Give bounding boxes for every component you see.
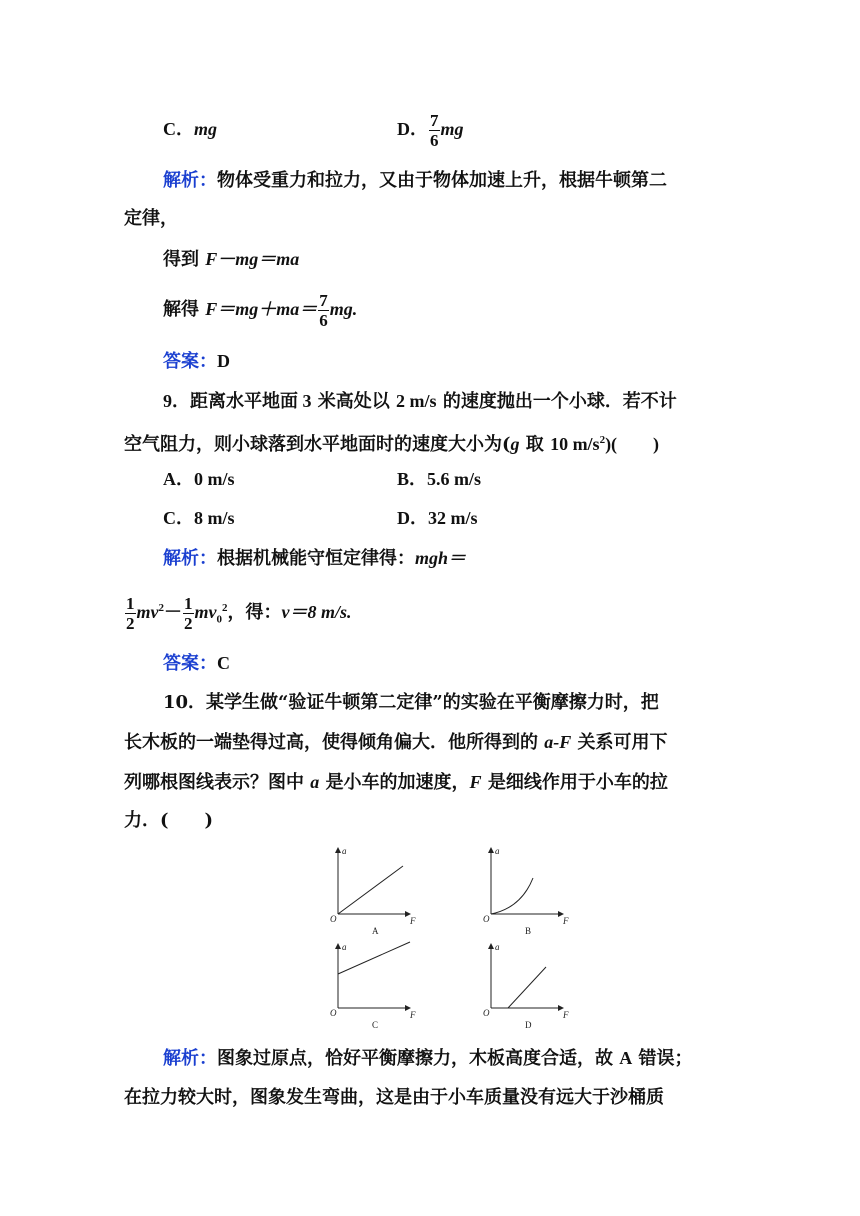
graph-b-label: B <box>525 926 532 936</box>
graph-a-x-label: F <box>410 916 416 926</box>
graph-d-y-label: a <box>495 942 500 952</box>
graph-c-origin: O <box>330 1008 337 1018</box>
graph-c-x-label: F <box>410 1010 416 1020</box>
graph-d <box>483 942 569 1030</box>
fraction-7-6: $\frac{7}{6}$ <box>430 110 439 150</box>
option-d-prev: D． $\frac{7}{6}$ mg <box>397 110 464 150</box>
af-graphs <box>318 842 588 1032</box>
q10-stem-line2: 长木板的一端垫得过高，使得倾角偏大．他所得到的 a-F 关系可用下 <box>124 732 668 753</box>
graph-b-origin: O <box>483 914 490 924</box>
analysis-label: 解析： <box>163 170 217 191</box>
q9-option-b: B．5.6 m/s <box>397 469 482 489</box>
q8-answer: 答案：D <box>163 351 230 372</box>
q8-equation-1: 得到 F－mg＝ma <box>163 249 300 270</box>
q10-stem-line4: 力．( ) <box>124 810 214 831</box>
graph-a-line <box>338 866 403 914</box>
q8-analysis-line1: 解析：物体受重力和拉力，又由于物体加速上升，根据牛顿第二 <box>163 170 667 191</box>
q9-answer: 答案：C <box>163 653 230 674</box>
q9-stem-line1: 9．距离水平地面 3 米高处以 2 m/s 的速度抛出一个小球．若不计 <box>163 391 677 412</box>
q9-analysis-line1: 解析：根据机械能守恒定律得：mgh＝ <box>163 548 467 569</box>
graph-d-label: D <box>525 1020 532 1030</box>
graph-a-y-label: a <box>342 846 347 856</box>
q10-analysis-line1: 解析：图象过原点，恰好平衡摩擦力，木板高度合适，故 A 错误； <box>163 1048 693 1069</box>
graph-d-origin: O <box>483 1008 490 1018</box>
q10-analysis-line2: 在拉力较大时，图象发生弯曲，这是由于小车质量没有远大于沙桶质 <box>124 1087 664 1108</box>
q9-option-c: C．8 m/s <box>163 508 235 528</box>
q9-analysis-equation: $\frac{1}{2}$ $mv^2-$ $\frac{1}{2}$ $mv_0^2$，得：v＝8 m/s. <box>126 593 352 633</box>
graph-c-label: C <box>372 1020 379 1030</box>
q8-analysis-line2: 定律， <box>124 208 178 229</box>
graph-b <box>483 846 569 936</box>
q8-equation-2: 解得 F＝mg＋ma＝ $\frac{7}{6}$ mg. <box>163 290 358 330</box>
q9-stem-line2: 空气阻力，则小球落到水平地面时的速度大小为(g 取 10 $m/s^2$)( ) <box>124 434 660 455</box>
graph-c-y-label: a <box>342 942 347 952</box>
graph-d-line <box>508 967 546 1008</box>
graph-a-label: A <box>372 926 379 936</box>
graph-b-x-label: F <box>563 916 569 926</box>
q9-option-a: A．0 m/s <box>163 469 235 489</box>
graph-a-origin: O <box>330 914 337 924</box>
q10-stem-line1: 10．某学生做“验证牛顿第二定律”的实验在平衡摩擦力时，把 <box>163 692 659 713</box>
graph-b-curve <box>491 878 533 914</box>
graph-a <box>330 846 416 936</box>
q9-option-d: D．32 m/s <box>397 508 478 528</box>
option-c-prev: C．mg <box>163 119 218 139</box>
graph-c-line <box>338 942 410 974</box>
graph-c <box>330 942 416 1030</box>
q10-stem-line3: 列哪根图线表示？图中 a 是小车的加速度，F 是细线作用于小车的拉 <box>124 772 668 793</box>
graph-d-x-label: F <box>563 1010 569 1020</box>
graph-b-y-label: a <box>495 846 500 856</box>
